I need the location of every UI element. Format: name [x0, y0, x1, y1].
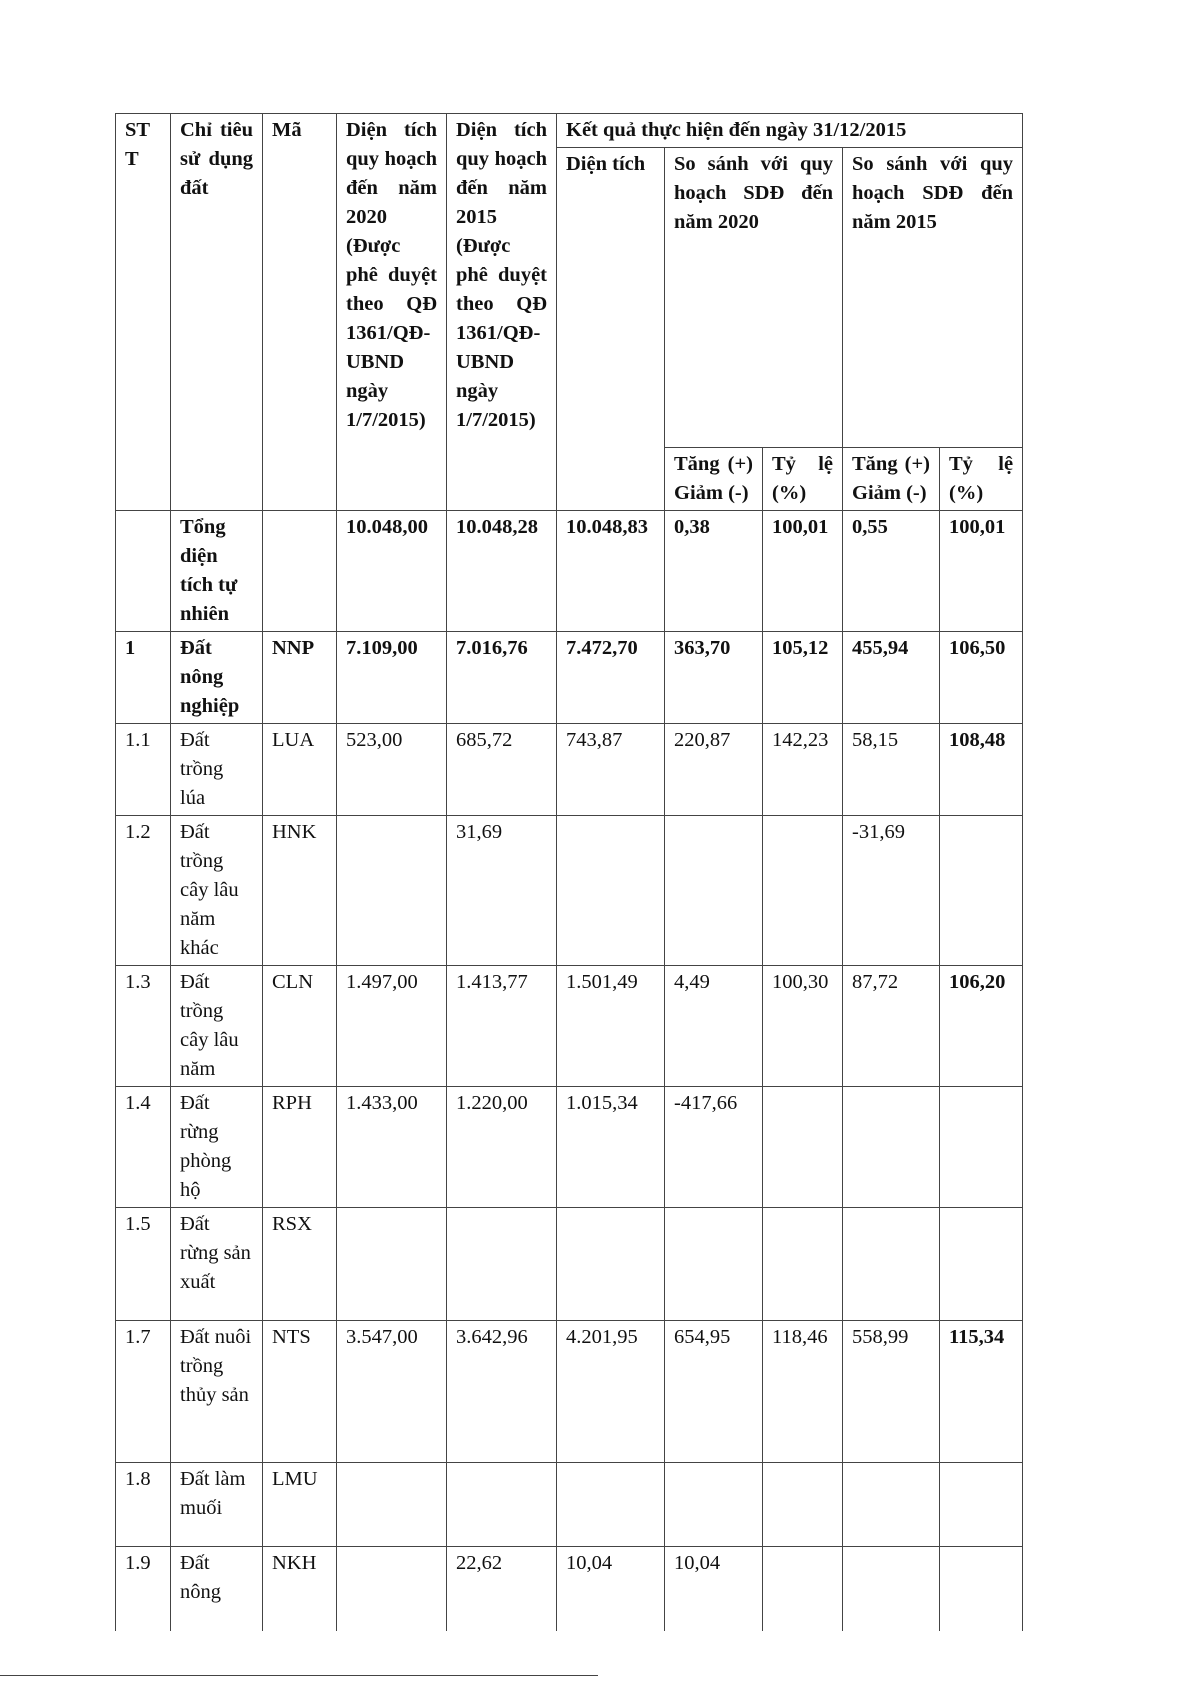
header-so-sanh-2015: So sánh với quy hoạch SDĐ đến năm 2015: [843, 148, 1023, 448]
cell-tang-giam-2020: 363,70: [665, 632, 763, 724]
cell-stt: 1.2: [116, 816, 171, 966]
cell-tang-giam-2020: [665, 1463, 763, 1547]
cell-qh2015: 1.220,00: [447, 1087, 557, 1208]
table-row: [116, 1321, 1023, 1463]
table-row: [116, 511, 1023, 632]
cell-qh2020: [337, 1463, 447, 1547]
cell-tang-giam-2020: [665, 1208, 763, 1321]
cell-code: [263, 511, 337, 632]
cell-ty-le-2015: [940, 1463, 1023, 1547]
cell-code: RSX: [263, 1208, 337, 1321]
cell-ket-qua: 10,04: [557, 1547, 665, 1632]
cell-ty-le-2020: 100,30: [763, 966, 843, 1087]
cell-ty-le-2015: [940, 1087, 1023, 1208]
cell-code: LUA: [263, 724, 337, 816]
cell-tang-giam-2020: -417,66: [665, 1087, 763, 1208]
cell-ket-qua: [557, 1208, 665, 1321]
cell-tang-giam-2015: [843, 1463, 940, 1547]
cell-code: NTS: [263, 1321, 337, 1463]
cell-ty-le-2015: [940, 1208, 1023, 1321]
cell-name: Đất nông: [171, 1547, 263, 1632]
cell-ty-le-2015: 106,50: [940, 632, 1023, 724]
cell-ty-le-2015: [940, 1547, 1023, 1632]
cell-tang-giam-2015: 455,94: [843, 632, 940, 724]
cell-tang-giam-2015: 558,99: [843, 1321, 940, 1463]
cell-tang-giam-2020: 0,38: [665, 511, 763, 632]
cell-stt: 1.3: [116, 966, 171, 1087]
header-dien-tich: Diện tích: [557, 148, 665, 511]
cell-stt: 1.9: [116, 1547, 171, 1632]
cell-tang-giam-2015: [843, 1087, 940, 1208]
cell-stt: 1.4: [116, 1087, 171, 1208]
cell-ty-le-2020: [763, 816, 843, 966]
cell-ty-le-2020: [763, 1208, 843, 1321]
table-row: [116, 966, 1023, 1087]
header-ket-qua: Kết quả thực hiện đến ngày 31/12/2015: [557, 114, 1023, 148]
cell-ty-le-2020: 118,46: [763, 1321, 843, 1463]
cell-tang-giam-2015: 58,15: [843, 724, 940, 816]
cell-qh2015: 22,62: [447, 1547, 557, 1632]
table-row: [116, 816, 1023, 966]
cell-tang-giam-2015: 0,55: [843, 511, 940, 632]
cell-qh2015: 31,69: [447, 816, 557, 966]
header-dien-tich-2020: Diện tích quy hoạch đến năm 2020 (Được phê duyệt theo QĐ 1361/QĐ-UBND ngày 1/7/2015): [337, 114, 447, 511]
cell-qh2020: 7.109,00: [337, 632, 447, 724]
cell-qh2015: 685,72: [447, 724, 557, 816]
cell-stt: [116, 511, 171, 632]
cell-tang-giam-2020: 10,04: [665, 1547, 763, 1632]
cell-ket-qua: [557, 1463, 665, 1547]
table-row: [116, 1463, 1023, 1547]
cell-qh2020: [337, 1208, 447, 1321]
cell-ty-le-2015: [940, 816, 1023, 966]
table-row: [116, 1547, 1023, 1632]
cell-ty-le-2020: [763, 1463, 843, 1547]
cell-tang-giam-2015: [843, 1208, 940, 1321]
cell-name: Đất nuôi trồng thủy sản: [171, 1321, 263, 1463]
cell-qh2020: 1.497,00: [337, 966, 447, 1087]
cell-tang-giam-2020: 4,49: [665, 966, 763, 1087]
header-tang-giam-2015: Tăng (+) Giảm (-): [843, 448, 940, 511]
cell-name: Đất làm muối: [171, 1463, 263, 1547]
cell-ty-le-2020: 142,23: [763, 724, 843, 816]
cell-qh2020: 3.547,00: [337, 1321, 447, 1463]
cell-qh2015: 7.016,76: [447, 632, 557, 724]
cell-code: HNK: [263, 816, 337, 966]
cell-qh2015: [447, 1463, 557, 1547]
cell-ty-le-2015: 106,20: [940, 966, 1023, 1087]
header-ty-le-2015: Tỷ lệ (%): [940, 448, 1023, 511]
table-row: [116, 632, 1023, 724]
cell-qh2020: 1.433,00: [337, 1087, 447, 1208]
cell-code: CLN: [263, 966, 337, 1087]
cell-tang-giam-2020: [665, 816, 763, 966]
cell-name: Đất trồng cây lâu năm khác: [171, 816, 263, 966]
cell-ket-qua: 1.015,34: [557, 1087, 665, 1208]
cell-ket-qua: 4.201,95: [557, 1321, 665, 1463]
cell-stt: 1.1: [116, 724, 171, 816]
cell-code: NNP: [263, 632, 337, 724]
cell-ket-qua: [557, 816, 665, 966]
cell-ty-le-2020: 100,01: [763, 511, 843, 632]
cell-tang-giam-2020: 220,87: [665, 724, 763, 816]
header-dien-tich-2015: Diện tích quy hoạch đến năm 2015 (Được phê duyệt theo QĐ 1361/QĐ-UBND ngày 1/7/2015): [447, 114, 557, 511]
header-row-1: [116, 114, 1023, 148]
cell-stt: 1.5: [116, 1208, 171, 1321]
cell-code: LMU: [263, 1463, 337, 1547]
header-stt: STT: [116, 114, 171, 511]
cell-tang-giam-2015: [843, 1547, 940, 1632]
header-ma: Mã: [263, 114, 337, 511]
cell-ket-qua: 743,87: [557, 724, 665, 816]
header-chi-tieu: Chỉ tiêu sử dụng đất: [171, 114, 263, 511]
cell-name: Đất trồng cây lâu năm: [171, 966, 263, 1087]
cell-name: Đất rừng sản xuất: [171, 1208, 263, 1321]
cell-tang-giam-2015: 87,72: [843, 966, 940, 1087]
cell-qh2015: [447, 1208, 557, 1321]
table-row: [116, 1087, 1023, 1208]
cell-stt: 1: [116, 632, 171, 724]
cell-ty-le-2020: 105,12: [763, 632, 843, 724]
cell-ty-le-2015: 115,34: [940, 1321, 1023, 1463]
cell-ket-qua: 1.501,49: [557, 966, 665, 1087]
footnote-separator: [0, 1675, 598, 1676]
cell-qh2020: 523,00: [337, 724, 447, 816]
cell-stt: 1.7: [116, 1321, 171, 1463]
cell-ty-le-2020: [763, 1087, 843, 1208]
cell-qh2020: [337, 1547, 447, 1632]
cell-ket-qua: 10.048,83: [557, 511, 665, 632]
table-row: [116, 724, 1023, 816]
cell-name: Đất trồng lúa: [171, 724, 263, 816]
cell-ty-le-2015: 108,48: [940, 724, 1023, 816]
table-row: [116, 1208, 1023, 1321]
cell-qh2020: [337, 816, 447, 966]
header-so-sanh-2020: So sánh với quy hoạch SDĐ đến năm 2020: [665, 148, 843, 448]
cell-ty-le-2020: [763, 1547, 843, 1632]
land-use-table: [115, 113, 1023, 1631]
cell-qh2020: 10.048,00: [337, 511, 447, 632]
cell-ty-le-2015: 100,01: [940, 511, 1023, 632]
cell-qh2015: 3.642,96: [447, 1321, 557, 1463]
cell-name: Tổng diện tích tự nhiên: [171, 511, 263, 632]
cell-code: RPH: [263, 1087, 337, 1208]
header-tang-giam-2020: Tăng (+) Giảm (-): [665, 448, 763, 511]
header-ty-le-2020: Tỷ lệ (%): [763, 448, 843, 511]
cell-name: Đất nông nghiệp: [171, 632, 263, 724]
cell-code: NKH: [263, 1547, 337, 1632]
cell-stt: 1.8: [116, 1463, 171, 1547]
cell-tang-giam-2015: -31,69: [843, 816, 940, 966]
cell-qh2015: 10.048,28: [447, 511, 557, 632]
cell-name: Đất rừng phòng hộ: [171, 1087, 263, 1208]
cell-ket-qua: 7.472,70: [557, 632, 665, 724]
cell-tang-giam-2020: 654,95: [665, 1321, 763, 1463]
cell-qh2015: 1.413,77: [447, 966, 557, 1087]
